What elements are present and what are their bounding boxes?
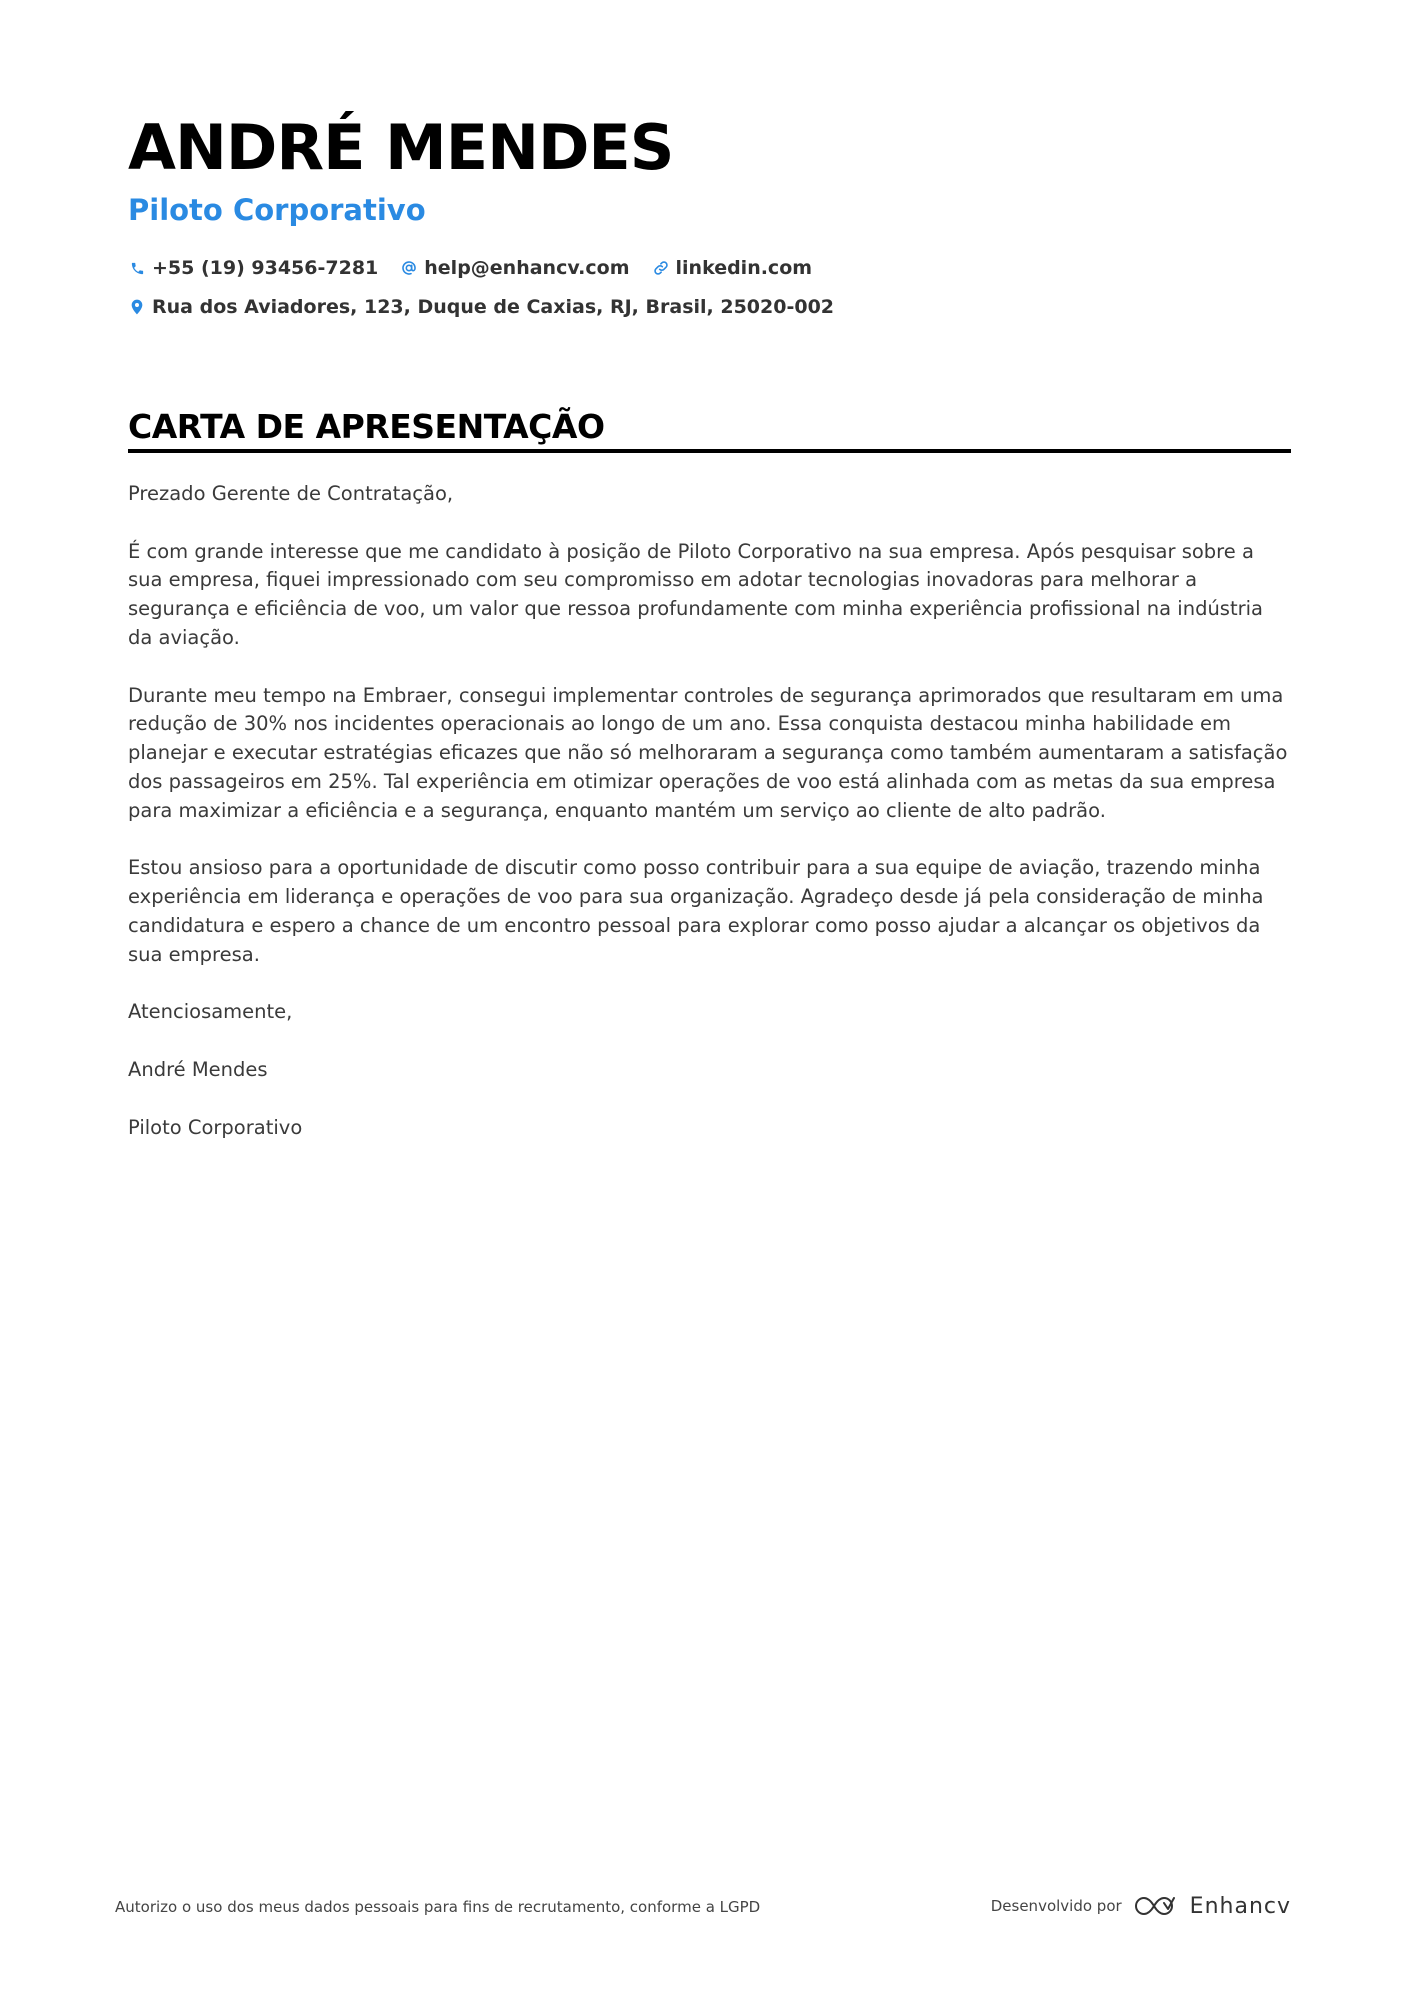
letter-greeting: Prezado Gerente de Contratação,: [128, 482, 454, 505]
enhancv-logo-icon: [1134, 1894, 1180, 1918]
contact-row-address: [128, 292, 856, 322]
letter-paragraph: É com grande interesse que me candidato à posição de Piloto Corporativo na sua empresa. Após pesquisar sobre a sua empresa, fiquei impressionado com seu compromisso em adotar tecnologias inovadoras para melhorar a segurança e eficiência de voo, um valor que ressoa profundamente com minha experiência profissional na indústria da aviação.: [128, 539, 1263, 649]
phone-icon: [128, 259, 146, 277]
page-footer: [115, 1888, 1291, 1928]
section-heading: CARTA DE APRESENTAÇÃO: [128, 407, 605, 446]
letter-paragraph: Durante meu tempo na Embraer, consegui implementar controles de segurança aprimorados que resultaram em uma redução de 30% nos incidentes operacionais ao longo de um ano. Essa conquista destacou minha habilidade em planejar e executar estratégias eficazes que não só melhoraram a segurança como também aumentaram a satisfação dos passageiros em 25%. Tal experiência em otimizar operações de voo está alinhada com as metas da sua empresa para maximizar a eficiência e a segurança, enquanto mantém um serviço ao cliente de alto padrão.: [128, 683, 1288, 822]
applicant-name: ANDRÉ MENDES: [128, 111, 674, 184]
website-text: linkedin.com: [675, 257, 813, 279]
location-pin-icon: [128, 298, 146, 316]
contact-email[interactable]: [400, 257, 629, 279]
consent-text: Autorizo o uso dos meus dados pessoais para fins de recrutamento, conforme a LGPD: [115, 1898, 761, 1916]
letter-closing: Atenciosamente,: [128, 1000, 293, 1024]
address-text: Rua dos Aviadores, 123, Duque de Caxias, RJ, Brasil, 25020-002: [152, 296, 835, 318]
at-icon: [400, 259, 418, 277]
contact-row-primary: [128, 253, 834, 283]
contact-website[interactable]: [652, 257, 813, 279]
signature-title: Piloto Corporativo: [128, 1115, 303, 1139]
cover-letter-page: [115, 0, 1291, 1995]
job-title: Piloto Corporativo: [128, 193, 426, 227]
letter-body: [128, 480, 1291, 1171]
contact-address: [128, 296, 834, 318]
section-divider: [128, 449, 1291, 453]
letter-paragraph: Estou ansioso para a oportunidade de discutir como posso contribuir para a sua equipe de aviação, trazendo minha experiência em liderança e operações de voo para sua organização. Agradeço desde já pela consideração de minha candidatura e espero a chance de um encontro pessoal para explorar como posso ajudar a alcançar os objetivos da sua empresa.: [128, 856, 1264, 966]
enhancv-brand-text: Enhancv: [1189, 1893, 1291, 1919]
signature-name: André Mendes: [128, 1057, 268, 1081]
link-icon: [652, 259, 670, 277]
email-text: help@enhancv.com: [424, 257, 630, 279]
contact-phone[interactable]: [128, 257, 378, 279]
phone-text: +55 (19) 93456-7281: [152, 257, 379, 279]
powered-by[interactable]: [991, 1888, 1291, 1924]
powered-by-label: Desenvolvido por: [990, 1897, 1122, 1915]
